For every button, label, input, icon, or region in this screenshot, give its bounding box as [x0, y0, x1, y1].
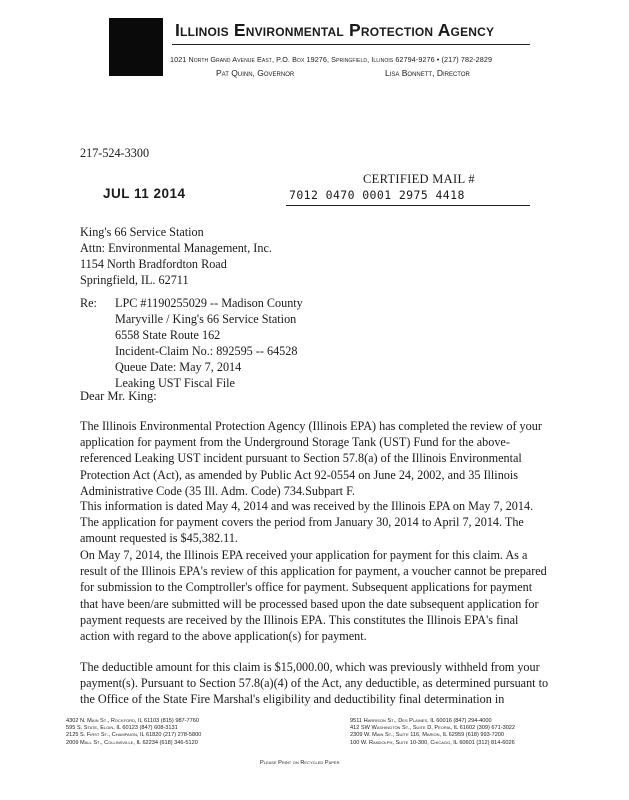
- paragraph-line: action with regard to the above application(s) for payment.: [80, 629, 367, 644]
- certified-mail-label: CERTIFIED MAIL #: [363, 172, 475, 186]
- salutation: Dear Mr. King:: [80, 389, 157, 403]
- recipient-address: [80, 224, 272, 288]
- agency-logo: [109, 18, 163, 76]
- paragraph-line: The Illinois Environmental Protection Agency (Illinois EPA) has completed the review of your: [80, 419, 542, 433]
- recipient-line: Springfield, IL. 62711: [80, 273, 189, 287]
- footer-offices-left: [66, 718, 201, 747]
- paragraph-line: On May 7, 2014, the Illinois EPA received your application for payment for this claim. As a: [80, 548, 528, 562]
- footer-office: 595 S. State, Elgin, IL 60123 (847) 608-3131: [66, 725, 178, 732]
- phone-number: 217-524-3300: [80, 146, 150, 160]
- certified-mail-underline: [286, 205, 530, 206]
- recipient-line: Attn: Environmental Management, Inc.: [80, 241, 272, 255]
- re-block: [115, 295, 303, 391]
- footer-office: 2125 S. First St., Champaign, IL 61820 (217) 278-5800: [66, 732, 202, 739]
- certified-mail-number: 7012 0470 0001 2975 4418: [289, 188, 465, 202]
- governor-name: Pat Quinn, Governor: [216, 68, 295, 78]
- paragraph-line: application for payment from the Underground Storage Tank (UST) Fund for the above-: [80, 435, 510, 450]
- paragraph-line: This information is dated May 4, 2014 and was received by the Illinois EPA on May 7, 2014.: [80, 499, 534, 513]
- paragraph-line: referenced Leaking UST incident pursuant to Section 57.8(a) of the Illinois Environmental: [80, 451, 522, 466]
- footer-offices-right: [350, 718, 515, 747]
- agency-name: Illinois Environmental Protection Agency: [175, 20, 495, 40]
- footer-office: 4302 N. Main St., Rockford, IL 61103 (815) 987-7760: [66, 718, 199, 724]
- re-line: Maryville / King's 66 Service Station: [115, 312, 297, 326]
- paragraph-line: the Office of the State Fire Marshal's eligibility and deductibility final determination in: [80, 692, 505, 707]
- paragraph-line: Administrative Code (35 Ill. Adm. Code) 734.Subpart F.: [80, 483, 355, 498]
- re-line: LPC #1190255029 -- Madison County: [115, 296, 303, 310]
- recipient-line: King's 66 Service Station: [80, 225, 204, 239]
- footer-office: 2009 Mall St., Collinsville, IL 62234 (618) 346-5120: [66, 739, 198, 746]
- director-name: Lisa Bonnett, Director: [385, 68, 470, 78]
- paragraph-line: payment(s). Pursuant to Section 57.8(a)(4) of the Act, any deductible, as determined pursuant to: [80, 676, 549, 691]
- paragraph-line: for submission to the Comptroller's office for payment. Subsequent applications for payment: [80, 580, 533, 595]
- re-line: 6558 State Route 162: [115, 328, 221, 342]
- agency-address: 1021 North Grand Avenue East, P.O. Box 19276, Springfield, Illinois 62794-9276 • (217) 782-2829: [170, 55, 493, 64]
- footer-office: 9511 Harrison St., Des Plaines, IL 60016 (847) 294-4000: [350, 718, 492, 724]
- re-line: Queue Date: May 7, 2014: [115, 360, 242, 374]
- paragraph-review: [80, 418, 542, 499]
- footer-office: 412 SW Washington St., Suite D, Peoria, IL 61602 (309) 671-3022: [350, 725, 516, 732]
- re-line: Incident-Claim No.: 892595 -- 64528: [115, 344, 298, 358]
- paragraph-line: that have been/are submitted will be processed based upon the date subsequent application for: [80, 596, 539, 611]
- letterhead-rule: [172, 44, 530, 45]
- footer-office: 2309 W. Main St., Suite 116, Marion, IL 62959 (618) 993-7200: [350, 732, 505, 739]
- paragraph-dates: [80, 498, 533, 547]
- paragraph-line: amount requested is $45,382.11.: [80, 531, 238, 546]
- paragraph-line: Protection Act (Act), as amended by Public Act 92-0554 on June 24, 2002, and 35 Illinois: [80, 467, 519, 482]
- paragraph-decision: [80, 547, 547, 644]
- re-label: Re:: [80, 296, 97, 310]
- paragraph-line: result of the Illinois EPA's review of this application for payment, a voucher cannot be prepared: [80, 564, 547, 579]
- footer-office: 100 W. Randolph, Suite 10-300, Chicago, IL 60601 (312) 814-6026: [350, 739, 515, 746]
- recipient-line: 1154 North Bradfordton Road: [80, 257, 227, 271]
- paragraph-line: The application for payment covers the period from January 30, 2014 to April 7, 2014. The: [80, 515, 524, 530]
- re-line: Leaking UST Fiscal File: [115, 376, 235, 390]
- paragraph-deductible: [80, 659, 548, 708]
- paragraph-line: payment requests are received by the Illinois EPA. This constitutes the Illinois EPA's final: [80, 612, 519, 627]
- date-stamp: JUL 11 2014: [103, 186, 186, 201]
- paragraph-line: The deductible amount for this claim is $15,000.00, which was previously withheld from your: [80, 660, 540, 674]
- recycled-paper-note: Please Print on Recycled Paper: [260, 760, 340, 766]
